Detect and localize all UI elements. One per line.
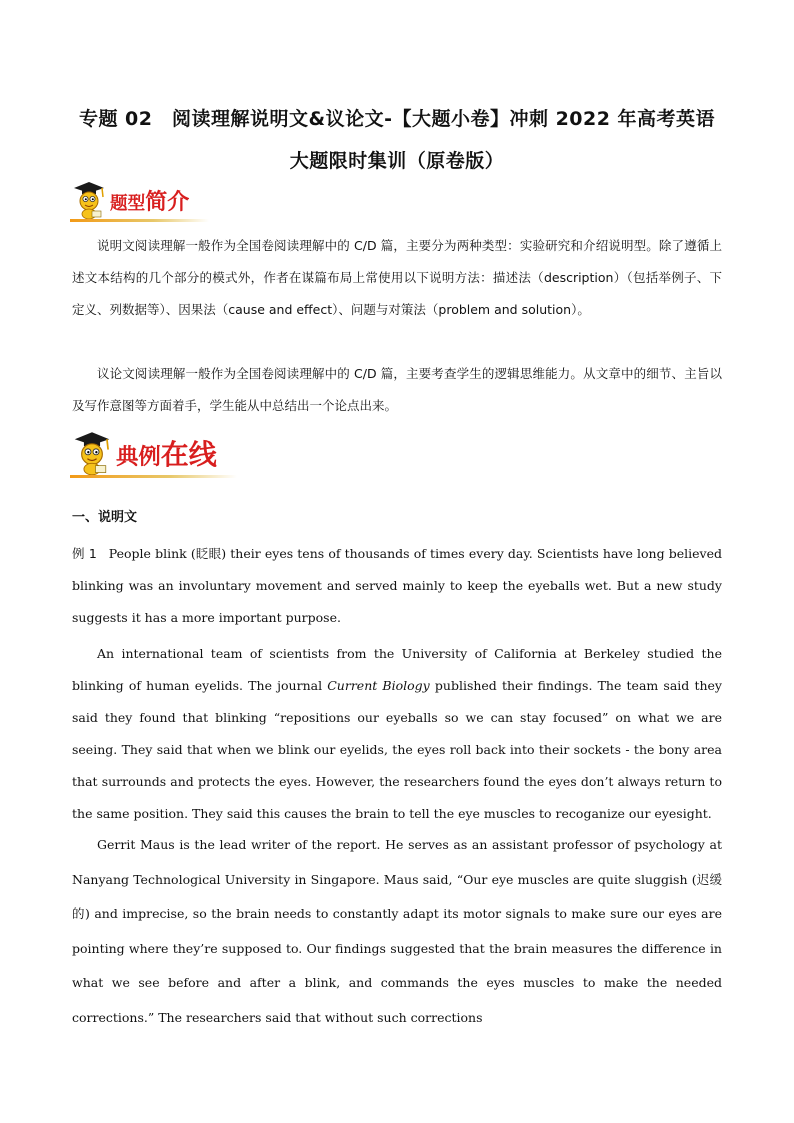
banner-example-text-2: 在线 xyxy=(160,438,217,471)
banner-underline xyxy=(70,475,237,478)
banner-example-text-1: 典例 xyxy=(116,444,161,470)
section-banner-intro xyxy=(70,178,189,222)
banner-intro-text-1: 题型 xyxy=(110,192,146,214)
banner-underline xyxy=(70,219,209,222)
section-banner-example xyxy=(70,428,217,478)
intro-paragraph-1: 说明文阅读理解一般作为全国卷阅读理解中的 C/D 篇，主要分为两种类型：实验研究和介绍说明型。除了遵循上述文本结构的几个部分的模式外，作者在谋篇布局上常使用以下说明方法：描述法（description）（包括举例子、下定义、列数据等）、因果法（cause and effect）、问题与对策法（problem and solution）。 xyxy=(72,238,722,317)
example-paragraph-3: Gerrit Maus is the lead writer of the report. He serves as an assistant professor of psychology at Nanyang Technological University in Singapore. Maus said, “Our eye muscles are quite sluggish (迟缓的) and imprecise, so the brain needs to constantly adapt its motor signals to make sure our eyes are pointing where they’re supposed to. Our findings suggested that the brain measures the difference in what we see before and after a blink, and commands the eyes muscles to make the needed corrections.” The researchers said that without such corrections xyxy=(72,837,722,1025)
example-paragraph-1-text: People blink (眨眼) their eyes tens of thousands of times every day. Scientists have long believed blinking was an involuntary movement and served mainly to keep the eyeballs wet. But a new study suggests it has a more important purpose. xyxy=(72,546,722,625)
banner-intro-text-2: 简介 xyxy=(145,188,190,215)
document-title-line-1: 专题 02 阅读理解说明文&议论文-【大题小卷】冲刺 2022 年高考英语 xyxy=(78,108,716,130)
example-label: 例 1 xyxy=(72,546,97,561)
journal-name: Current Biology xyxy=(327,678,430,693)
graduate-mascot-icon xyxy=(70,180,108,220)
example-paragraph-2-text-a: An international team of scientists from the University of California at Berkeley studied the blinking of human eyelids. The journal xyxy=(72,646,722,693)
section-heading: 一、说明文 xyxy=(72,510,138,525)
example-paragraph-1 xyxy=(72,538,722,634)
example-paragraph-2-text-b: published their findings. The team said they said they found that blinking “repositions our eyeballs so we can stay focused” on what we are seeing. They said that when we blink our eyelids, the eyes roll back into their sockets - the bony area that surrounds and protects the eyes. However, the researchers found the eyes don’t always return to the same position. They said this causes the brain to tell the eye muscles to recoganize our eyesight. xyxy=(72,678,722,821)
graduate-mascot-icon xyxy=(70,430,114,476)
example-paragraph-2 xyxy=(72,638,722,830)
document-title-line-2: 大题限时集训（原卷版） xyxy=(289,150,505,172)
intro-paragraph-2: 议论文阅读理解一般作为全国卷阅读理解中的 C/D 篇，主要考查学生的逻辑思维能力。从文章中的细节、主旨以及写作意图等方面着手，学生能从中总结出一个论点出来。 xyxy=(72,366,722,413)
